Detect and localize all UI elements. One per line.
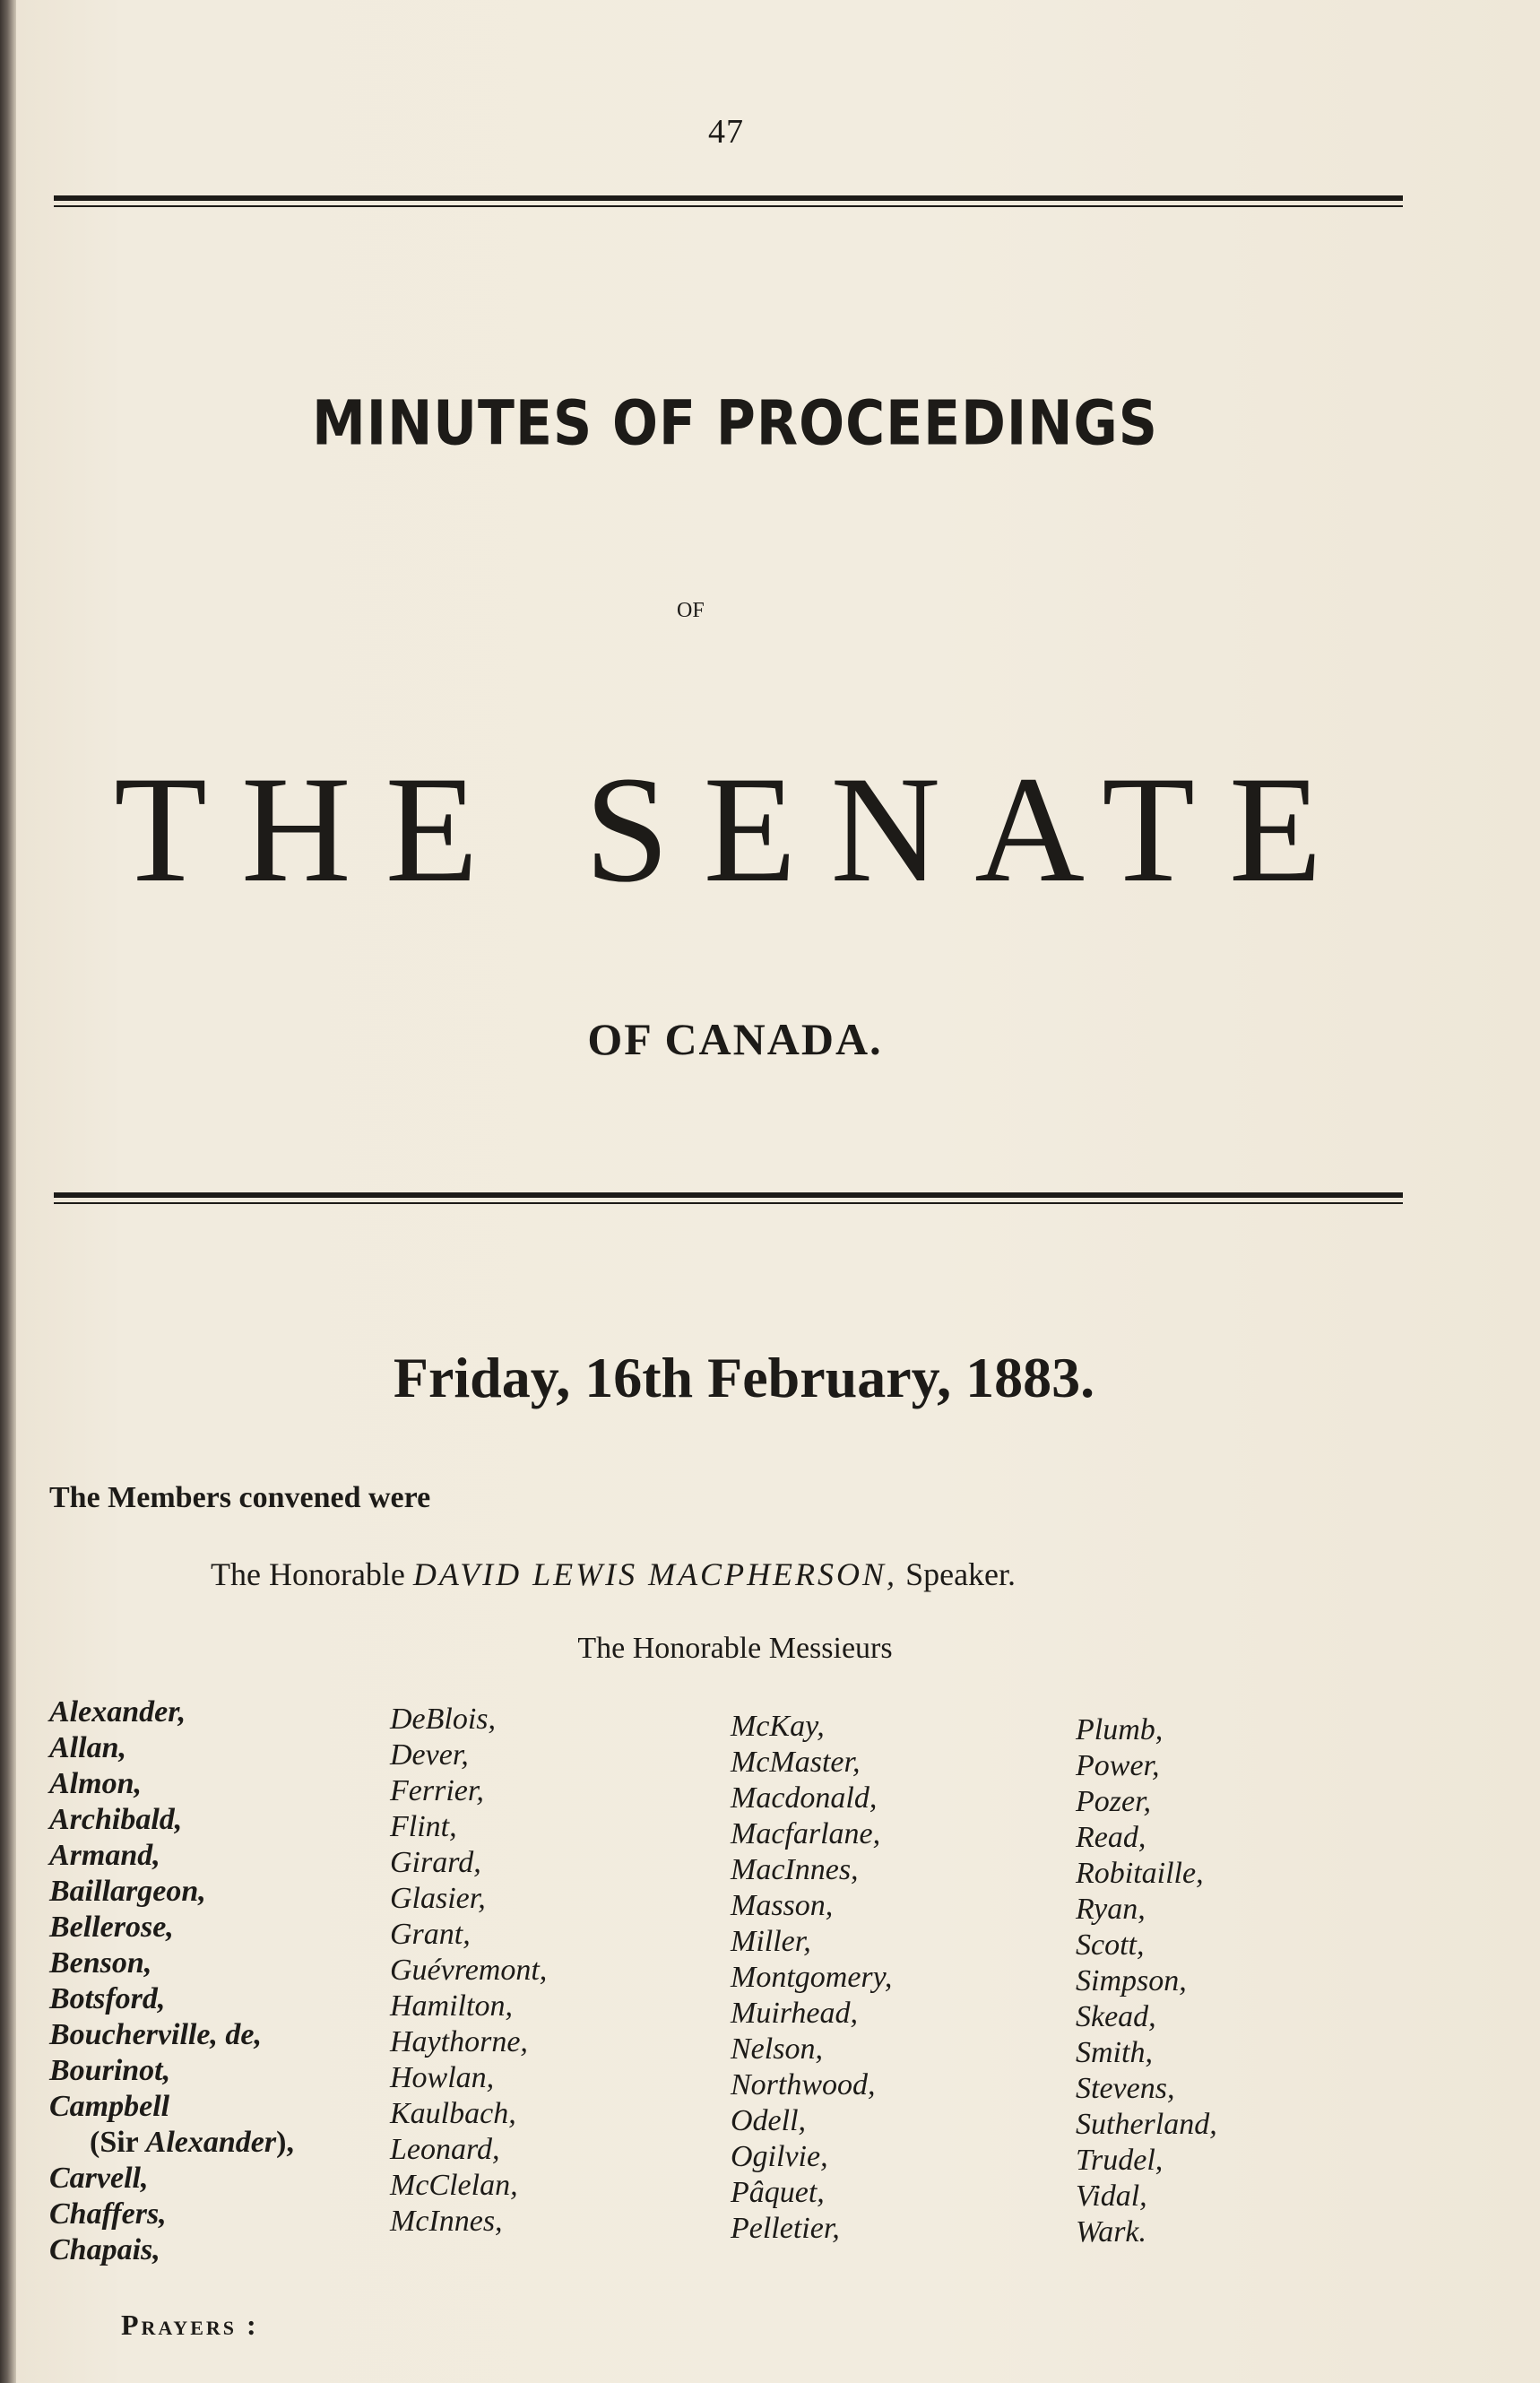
member-name: Masson, — [731, 1889, 834, 1922]
member-name: McKay, — [731, 1710, 825, 1743]
speaker-suffix: Speaker. — [905, 1556, 1017, 1592]
member-name: Alexander, — [49, 1695, 186, 1729]
member-name: Howlan, — [390, 2061, 495, 2094]
members-column-4 — [1076, 1712, 1217, 2250]
member-name: Ryan, — [1076, 1893, 1146, 1926]
member-name: Flint, — [390, 1810, 457, 1843]
member-name: Grant, — [390, 1918, 471, 1951]
messieurs-heading: The Honorable Messieurs — [577, 1632, 893, 1665]
member-name: Macfarlane, — [731, 1817, 881, 1850]
member-name: Plumb, — [1076, 1713, 1164, 1746]
member-name: Montgomery, — [731, 1961, 893, 1994]
member-name: Wark. — [1076, 2215, 1147, 2249]
session-date: Friday, 16th February, 1883. — [393, 1346, 1095, 1409]
member-name: Benson, — [49, 1946, 152, 1980]
of-canada-subtitle: OF CANADA. — [587, 1014, 883, 1064]
middle-double-rule — [54, 1192, 1403, 1204]
speaker-name: DAVID LEWIS MACPHERSON, — [412, 1556, 898, 1592]
member-name: Sutherland, — [1076, 2108, 1217, 2141]
member-name-continuation: (Sir Alexander), — [90, 2126, 294, 2159]
member-name: Trudel, — [1076, 2144, 1164, 2177]
member-name: Boucherville, de, — [49, 2018, 263, 2051]
member-name: Vidal, — [1076, 2179, 1147, 2213]
member-name: DeBlois, — [390, 1703, 497, 1736]
member-name: Robitaille, — [1076, 1857, 1204, 1890]
member-name: Scott, — [1076, 1928, 1145, 1962]
prayers-heading: Prayers : — [121, 2309, 259, 2341]
member-name: Leonard, — [390, 2133, 500, 2166]
member-name: Ogilvie, — [731, 2140, 828, 2173]
members-intro: The Members convened were — [49, 1481, 431, 1514]
binding-gutter — [0, 0, 16, 2383]
speaker-prefix: The Honorable — [211, 1556, 405, 1592]
of-mark: OF — [677, 599, 705, 622]
member-name: Carvell, — [49, 2162, 149, 2195]
member-name: Read, — [1076, 1821, 1146, 1854]
member-name: Pâquet, — [731, 2176, 825, 2209]
member-name: Chapais, — [49, 2233, 160, 2266]
member-name: Allan, — [49, 1731, 126, 1764]
page-number: 47 — [708, 113, 744, 151]
member-name: Pelletier, — [731, 2212, 840, 2245]
member-name: Kaulbach, — [390, 2097, 516, 2130]
member-name: Miller, — [731, 1925, 811, 1958]
member-name: Odell, — [731, 2104, 807, 2137]
member-name: Power, — [1076, 1749, 1160, 1782]
member-name: Simpson, — [1076, 1964, 1187, 1997]
member-name: Botsford, — [49, 1982, 166, 2015]
member-name: Dever, — [390, 1738, 469, 1772]
member-name: Almon, — [49, 1767, 142, 1800]
speaker-line — [211, 1555, 1016, 1593]
member-name: MacInnes, — [731, 1853, 859, 1886]
member-name: Bourinot, — [49, 2054, 171, 2087]
member-name: Campbell — [49, 2090, 170, 2123]
member-name: Macdonald, — [731, 1781, 878, 1815]
member-name: Smith, — [1076, 2036, 1153, 2069]
member-name: Ferrier, — [390, 1774, 484, 1807]
member-name: McClelan, — [390, 2169, 518, 2202]
member-name: McInnes, — [390, 2205, 503, 2238]
minutes-heading: MINUTES OF PROCEEDINGS — [312, 387, 1158, 460]
senate-title: THE SENATE — [114, 745, 1356, 914]
member-name: Guévremont, — [390, 1954, 548, 1987]
member-name: Nelson, — [731, 2032, 823, 2066]
member-name: Hamilton, — [390, 1989, 513, 2023]
member-name: Stevens, — [1076, 2072, 1175, 2105]
member-name: Haythorne, — [390, 2025, 528, 2058]
member-name: Chaffers, — [49, 2197, 167, 2231]
member-name: Archibald, — [49, 1803, 183, 1836]
members-column-3 — [731, 1709, 892, 2247]
member-name: Muirhead, — [731, 1997, 858, 2030]
member-name: Armand, — [49, 1839, 160, 1872]
member-name: Skead, — [1076, 2000, 1156, 2033]
members-column-1 — [49, 1694, 294, 2268]
member-name: McMaster, — [731, 1746, 861, 1779]
member-name: Girard, — [390, 1846, 481, 1879]
members-column-2 — [390, 1702, 547, 2240]
top-double-rule — [54, 195, 1403, 207]
member-name: Northwood, — [731, 2068, 876, 2101]
member-name: Pozer, — [1076, 1785, 1152, 1818]
member-name: Baillargeon, — [49, 1875, 206, 1908]
member-name: Bellerose, — [49, 1911, 174, 1944]
member-name: Glasier, — [390, 1882, 486, 1915]
